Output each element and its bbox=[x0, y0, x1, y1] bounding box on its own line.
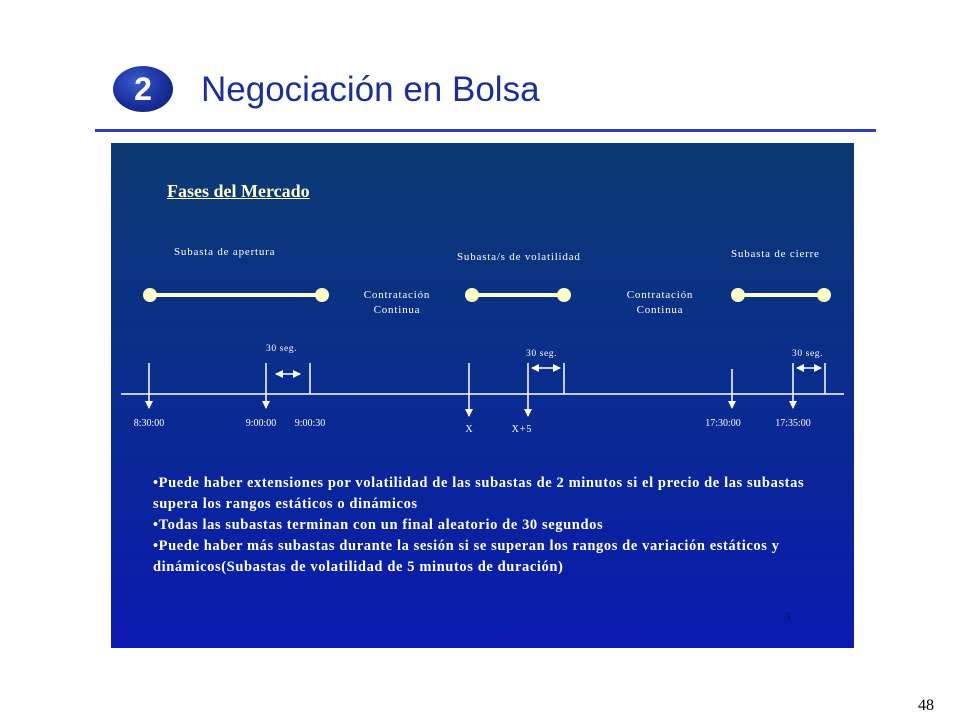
interval-label-opening: 30 seg. bbox=[266, 344, 298, 354]
auction-label-opening: Subasta de apertura bbox=[174, 246, 276, 258]
auction-label-closing: Subasta de cierre bbox=[731, 248, 820, 260]
continuous-trading-label-1a: Contratación bbox=[363, 289, 431, 301]
auction-bar-opening bbox=[143, 288, 329, 302]
note-random-end: •Todas las subastas terminan con un final aleatorio de 30 segundos bbox=[153, 517, 604, 533]
time-label-17-30: 17:30:00 bbox=[705, 418, 741, 429]
title-underline bbox=[95, 129, 876, 132]
continuous-trading-label-1b: Continua bbox=[373, 304, 421, 316]
continuous-trading-label-2b: Continua bbox=[636, 304, 684, 316]
interval-label-closing: 30 seg. bbox=[792, 349, 824, 359]
note-volatility-extensions: •Puede haber extensiones por volatilidad de las subastas de 2 minutos si el precio de las subastas supera los rangos estáticos o dinámicos bbox=[153, 475, 805, 512]
time-label-x: X bbox=[465, 424, 473, 435]
panel-heading: Fases del Mercado bbox=[167, 181, 310, 201]
section-number-badge: 2 bbox=[113, 66, 173, 112]
time-label-8-30: 8:30:00 bbox=[133, 418, 165, 429]
auction-bar-volatility bbox=[465, 288, 571, 302]
time-label-9-00-30: 9:00:30 bbox=[294, 418, 326, 429]
auction-label-volatility: Subasta/s de volatilidad bbox=[457, 251, 581, 263]
note-extra-auctions: •Puede haber más subastas durante la sesión si se superan los rangos de variación estáticos y dinámicos(Subastas de volatilidad de 5 minutos de duración) bbox=[153, 538, 780, 575]
market-phases-panel bbox=[111, 143, 854, 648]
continuous-trading-label-2a: Contratación bbox=[626, 289, 694, 301]
time-label-9-00: 9:00:00 bbox=[245, 418, 277, 429]
auction-bar-closing bbox=[731, 288, 831, 302]
panel-page-mark: 3 bbox=[785, 611, 791, 623]
slide-title: Negociación en Bolsa bbox=[201, 70, 540, 109]
time-label-17-35: 17:35:00 bbox=[775, 418, 811, 429]
page-number: 48 bbox=[918, 697, 934, 714]
time-label-x-plus-5: X+5 bbox=[511, 424, 533, 435]
notes-list bbox=[153, 473, 843, 578]
interval-label-volatility: 30 seg. bbox=[526, 349, 558, 359]
